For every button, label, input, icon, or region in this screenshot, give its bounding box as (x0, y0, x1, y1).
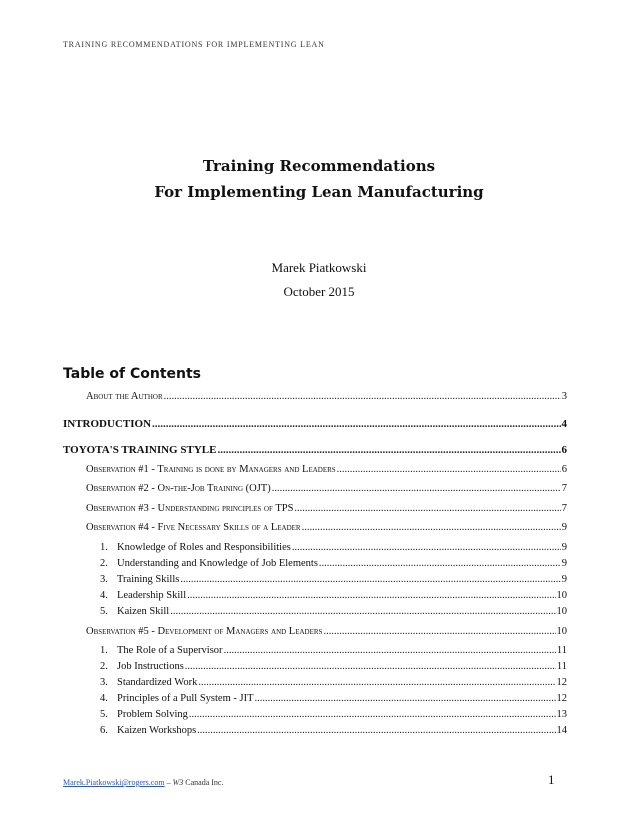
toc-leader-dots (152, 418, 560, 430)
toc-leader-dots (180, 574, 560, 585)
toc-leader-dots (272, 483, 561, 494)
toc-entry-toyota-training-style[interactable] (0, 444, 638, 458)
toc-entry-observation-2[interactable] (0, 483, 638, 497)
toc-leader-dots (323, 626, 555, 637)
title-block (0, 153, 638, 205)
toc-entry-page: 14 (556, 725, 567, 736)
toc-entry-page: 10 (556, 606, 567, 617)
company-name: Canada Inc. (185, 778, 224, 787)
toc-entry-number: 5. (100, 709, 108, 720)
toc-entry-page: 12 (556, 693, 567, 704)
toc-leader-dots (302, 522, 561, 533)
toc-entry-label: The Role of a Supervisor (117, 645, 223, 656)
toc-entry-page: 9 (561, 542, 567, 553)
toc-entry-label: TOYOTA'S TRAINING STYLE (63, 444, 217, 456)
toc-entry-label: Observation #5 - Development of Managers and Leaders (86, 626, 323, 637)
toc-entry-observation-1[interactable] (0, 464, 638, 478)
toc-entry-page: 10 (556, 590, 567, 601)
toc-entry-label: Problem Solving (117, 709, 188, 720)
toc-entry-introduction[interactable] (0, 418, 638, 432)
toc-leader-dots (292, 542, 561, 553)
toc-entry-number: 3. (100, 574, 108, 585)
toc-leader-dots (170, 606, 555, 617)
toc-entry-label: Observation #3 - Understanding principles of TPS (86, 503, 294, 514)
toc-entry-about-author[interactable] (0, 391, 638, 405)
toc-entry-page: 4 (561, 418, 567, 430)
author-email-link[interactable]: Marek.Piatkowski@rogers.com (63, 778, 165, 787)
toc-entry-number: 2. (100, 558, 108, 569)
toc-entry-kaizen-workshops[interactable] (0, 725, 638, 739)
toc-entry-training-skills[interactable] (0, 574, 638, 588)
toc-entry-page: 12 (556, 677, 567, 688)
toc-leader-dots (255, 693, 556, 704)
author-block (0, 256, 638, 304)
toc-leader-dots (319, 558, 561, 569)
running-header: TRAINING RECOMMENDATIONS FOR IMPLEMENTING LEAN (63, 40, 325, 49)
toc-entry-job-instructions[interactable] (0, 661, 638, 675)
toc-entry-label: Observation #4 - Five Necessary Skills of a Leader (86, 522, 301, 533)
toc-entry-number: 6. (100, 725, 108, 736)
toc-entry-number: 3. (100, 677, 108, 688)
toc-entry-number: 2. (100, 661, 108, 672)
document-title-line-2: For Implementing Lean Manufacturing (154, 183, 484, 201)
toc-entry-page: 6 (561, 444, 567, 456)
company-prefix: W3 (172, 778, 184, 787)
toc-entry-label: Principles of a Pull System - JIT (117, 693, 254, 704)
toc-entry-roles-responsibilities[interactable] (0, 542, 638, 556)
toc-entry-number: 5. (100, 606, 108, 617)
page-number: 1 (548, 772, 555, 787)
toc-entry-label: INTRODUCTION (63, 418, 152, 430)
toc-entry-job-elements[interactable] (0, 558, 638, 572)
author-name: Marek Piatkowski (271, 260, 367, 275)
toc-heading: Table of Contents (63, 366, 202, 382)
toc-entry-page: 7 (561, 503, 567, 514)
toc-entry-label: About the Author (86, 391, 163, 402)
toc-leader-dots (337, 464, 561, 475)
toc-entry-observation-5[interactable] (0, 626, 638, 640)
toc-entry-page: 10 (556, 626, 567, 637)
toc-entry-number: 4. (100, 590, 108, 601)
toc-entry-standardized-work[interactable] (0, 677, 638, 691)
toc-entry-page: 9 (561, 574, 567, 585)
toc-leader-dots (164, 391, 561, 402)
toc-entry-label: Job Instructions (117, 661, 184, 672)
toc-leader-dots (187, 590, 555, 601)
toc-entry-label: Standardized Work (117, 677, 198, 688)
toc-leader-dots (224, 645, 556, 656)
toc-entry-label: Training Skills (117, 574, 180, 585)
toc-entry-observation-3[interactable] (0, 503, 638, 517)
toc-entry-label: Kaizen Workshops (117, 725, 197, 736)
toc-entry-number: 1. (100, 645, 108, 656)
toc-entry-kaizen-skill[interactable] (0, 606, 638, 620)
toc-entry-page: 11 (556, 645, 567, 656)
toc-entry-page: 13 (556, 709, 567, 720)
toc-entry-page: 3 (561, 391, 567, 402)
toc-leader-dots (198, 677, 555, 688)
toc-entry-page: 9 (561, 558, 567, 569)
toc-entry-label: Knowledge of Roles and Responsibilities (117, 542, 291, 553)
toc-entry-label: Kaizen Skill (117, 606, 170, 617)
toc-entry-page: 7 (561, 483, 567, 494)
toc-leader-dots (197, 725, 555, 736)
toc-entry-label: Leadership Skill (117, 590, 187, 601)
toc-entry-role-supervisor[interactable] (0, 645, 638, 659)
page-footer (63, 778, 223, 787)
toc-entry-problem-solving[interactable] (0, 709, 638, 723)
toc-leader-dots (217, 444, 560, 456)
toc-entry-label: Understanding and Knowledge of Job Elements (117, 558, 318, 569)
footer-separator: – (166, 778, 171, 787)
toc-entry-number: 4. (100, 693, 108, 704)
toc-entry-observation-4[interactable] (0, 522, 638, 536)
document-title-line-1: Training Recommendations (202, 157, 436, 175)
toc-leader-dots (185, 661, 556, 672)
toc-entry-page: 9 (561, 522, 567, 533)
toc-entry-leadership-skill[interactable] (0, 590, 638, 604)
toc-entry-number: 1. (100, 542, 108, 553)
toc-entry-label: Observation #2 - On-the-Job Training (OJT) (86, 483, 271, 494)
toc-leader-dots (189, 709, 556, 720)
toc-entry-page: 6 (561, 464, 567, 475)
toc-entry-pull-system[interactable] (0, 693, 638, 707)
toc-leader-dots (294, 503, 560, 514)
publication-date: October 2015 (283, 284, 355, 299)
toc-entry-label: Observation #1 - Training is done by Managers and Leaders (86, 464, 336, 475)
toc-entry-page: 11 (556, 661, 567, 672)
